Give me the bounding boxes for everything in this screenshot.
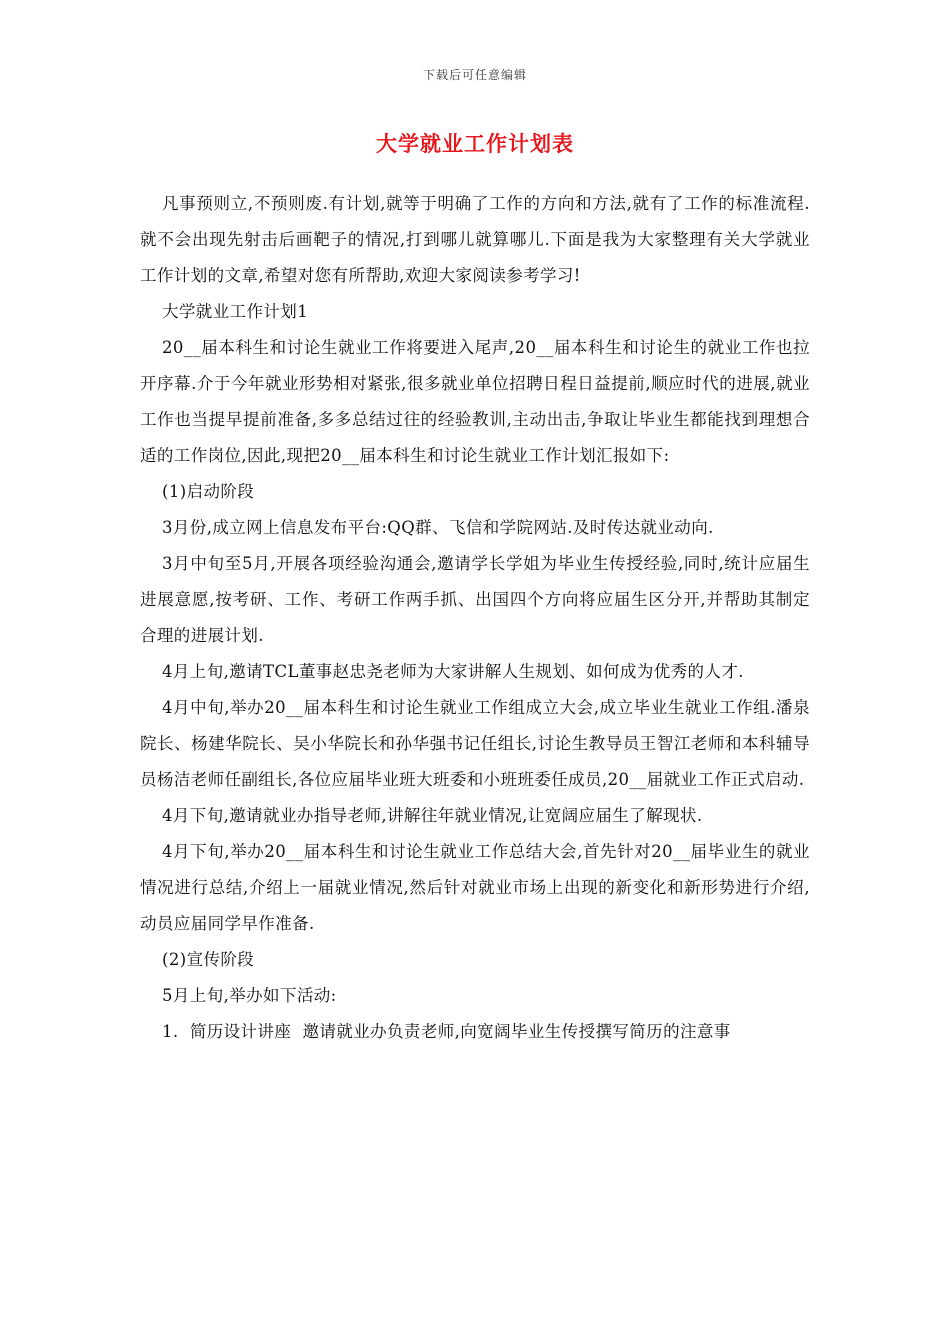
list-item-resume-lecture: 1. 简历设计讲座 邀请就业办负责老师,向宽阔毕业生传授撰写简历的注意事: [162, 1022, 731, 1041]
paragraph-mid-april: 4月中旬,举办20__届本科生和讨论生就业工作组成立大会,成立毕业生就业工作组.潘泉院长、杨建华院长、吴小华院长和孙华强书记任组长,讨论生教导员王智江老师和本科辅导员杨洁老师任副组长,各位应届毕业班大班委和小班班委任成员,20__届就业工作正式启动.: [140, 698, 810, 789]
header-note: 下载后可任意编辑: [422, 68, 527, 82]
section-heading-plan-1: 大学就业工作计划1: [162, 302, 309, 321]
paragraph-late-april-1: 4月下旬,邀请就业办指导老师,讲解往年就业情况,让宽阔应届生了解现状.: [162, 806, 703, 825]
section-heading-promotion-stage: (2)宣传阶段: [162, 950, 255, 969]
paragraph-mid-march-to-may: 3月中旬至5月,开展各项经验沟通会,邀请学长学姐为毕业生传授经验,同时,统计应届生进展意愿,按考研、工作、考研工作两手抓、出国四个方向将应届生区分开,并帮助其制定合理的进展计划.: [140, 554, 810, 645]
paragraph-early-april: 4月上旬,邀请TCL董事赵忠尧老师为大家讲解人生规划、如何成为优秀的人才.: [162, 662, 744, 681]
paragraph-early-may: 5月上旬,举办如下活动:: [162, 986, 337, 1005]
paragraph-march: 3月份,成立网上信息发布平台:QQ群、飞信和学院网站.及时传达就业动向.: [162, 518, 714, 537]
document-body: [140, 186, 810, 1050]
section-heading-launch-stage: (1)启动阶段: [162, 482, 255, 501]
paragraph-late-april-2: 4月下旬,举办20__届本科生和讨论生就业工作总结大会,首先针对20__届毕业生的就业情况进行总结,介绍上一届就业情况,然后针对就业市场上出现的新变化和新形势进行介绍,动员应届同学早作准备.: [140, 842, 810, 933]
paragraph-overview: 20__届本科生和讨论生就业工作将要进入尾声,20__届本科生和讨论生的就业工作也拉开序幕.介于今年就业形势相对紧张,很多就业单位招聘日程日益提前,顺应时代的进展,就业工作也当提早提前准备,多多总结过往的经验教训,主动出击,争取让毕业生都能找到理想合适的工作岗位,因此,现把20__届本科生和讨论生就业工作计划汇报如下:: [140, 338, 810, 465]
page-title: 大学就业工作计划表: [376, 131, 574, 156]
paragraph-intro: 凡事预则立,不预则废.有计划,就等于明确了工作的方向和方法,就有了工作的标准流程.就不会出现先射击后画靶子的情况,打到哪儿就算哪儿.下面是我为大家整理有关大学就业工作计划的文章,希望对您有所帮助,欢迎大家阅读参考学习!: [140, 194, 810, 285]
